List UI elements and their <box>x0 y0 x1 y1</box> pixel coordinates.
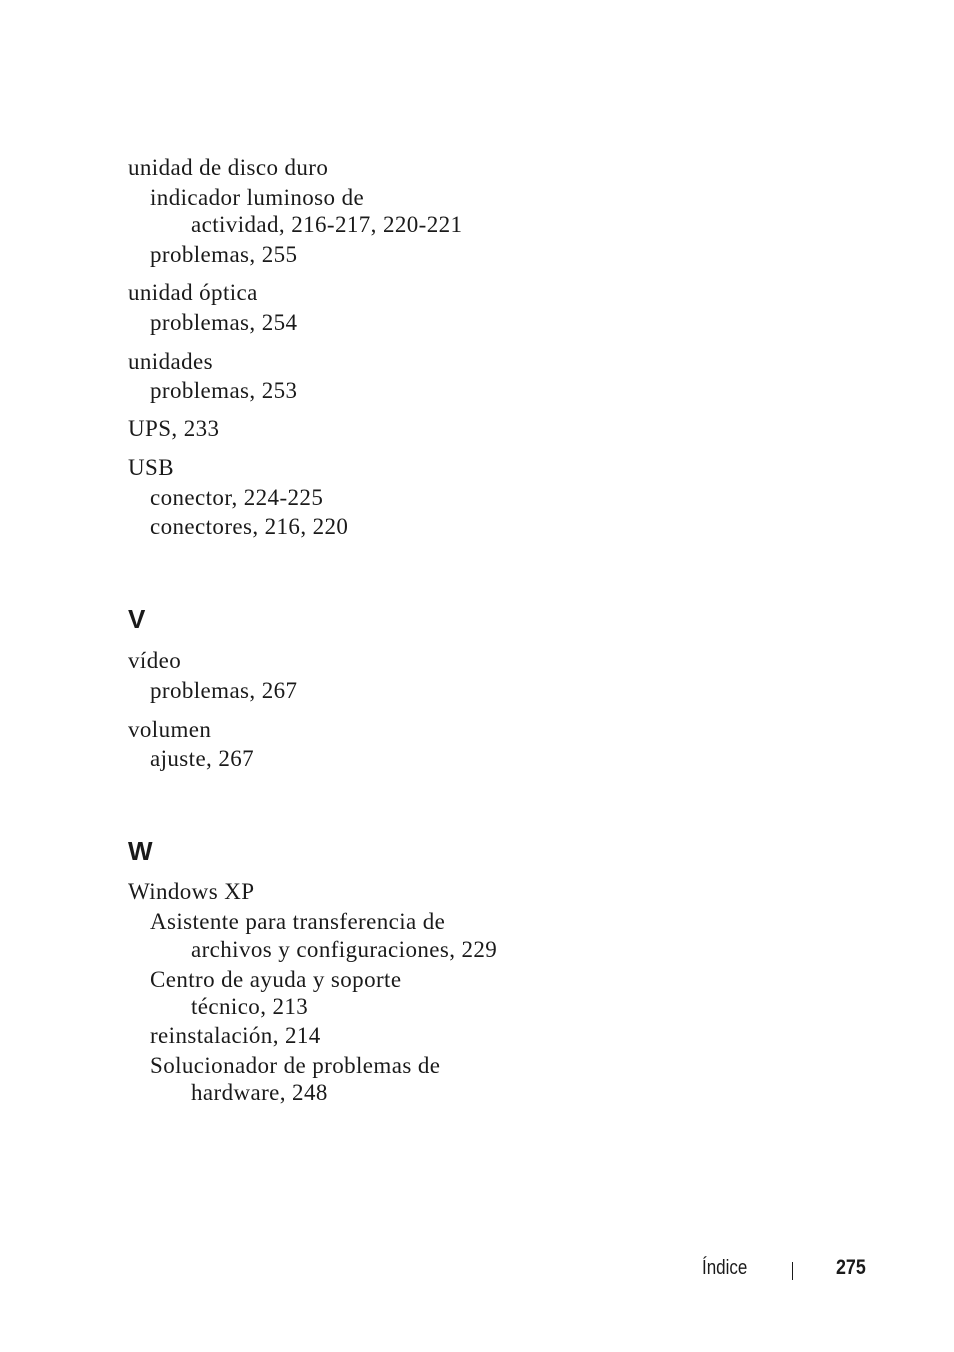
index-subentry: problemas, 255 <box>150 242 298 267</box>
index-entry: unidad de disco duro <box>128 155 329 180</box>
index-subentry: problemas, 254 <box>150 310 298 335</box>
index-subentry-continuation: técnico, 213 <box>191 994 309 1019</box>
footer-section-label: Índice <box>702 1257 748 1279</box>
index-entry: vídeo <box>128 648 182 673</box>
index-subentry-continuation: archivos y configuraciones, 229 <box>191 937 498 962</box>
index-subentry-continuation: hardware, 248 <box>191 1080 328 1105</box>
index-subentry: Solucionador de problemas de <box>150 1053 441 1078</box>
index-subentry: conectores, 216, 220 <box>150 514 349 539</box>
index-subentry: indicador luminoso de <box>150 185 365 210</box>
index-entry: unidades <box>128 349 213 374</box>
index-subentry: problemas, 253 <box>150 378 298 403</box>
index-entry: UPS, 233 <box>128 416 220 441</box>
index-entry: unidad óptica <box>128 280 258 305</box>
section-letter-w: W <box>128 836 153 866</box>
index-entry: USB <box>128 455 174 480</box>
index-entry: Windows XP <box>128 879 255 904</box>
index-subentry: ajuste, 267 <box>150 746 255 771</box>
index-subentry: reinstalación, 214 <box>150 1023 321 1048</box>
index-subentry: Centro de ayuda y soporte <box>150 967 402 992</box>
section-letter-v: V <box>128 604 146 634</box>
footer-separator <box>792 1262 793 1280</box>
index-subentry: Asistente para transferencia de <box>150 909 446 934</box>
index-subentry: problemas, 267 <box>150 678 298 703</box>
footer-page-number: 275 <box>836 1256 866 1279</box>
index-subentry: conector, 224-225 <box>150 485 324 510</box>
index-subentry-continuation: actividad, 216-217, 220-221 <box>191 212 463 237</box>
index-entry: volumen <box>128 717 212 742</box>
